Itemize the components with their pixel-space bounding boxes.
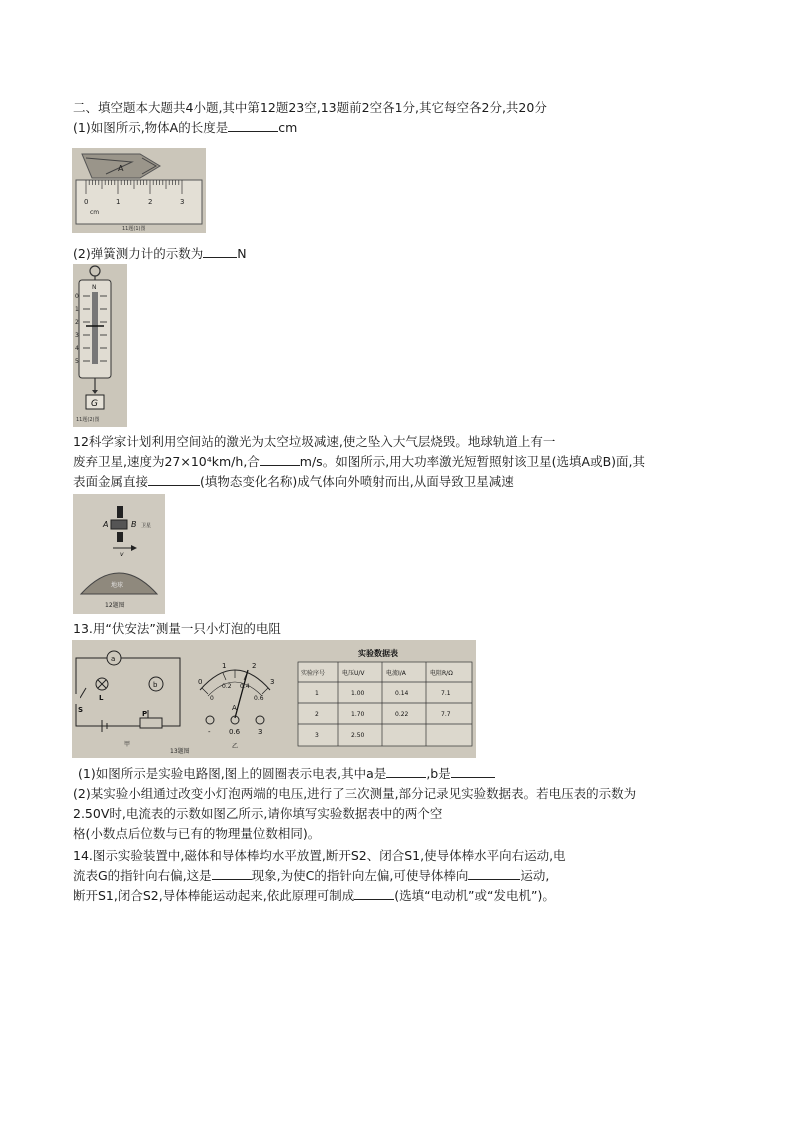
- earth-label: 地球: [111, 582, 124, 589]
- table-cell-r2c3: 7.7: [441, 711, 451, 718]
- data-table-title: 实验数据表: [358, 649, 398, 658]
- terminal-3: 3: [258, 728, 263, 736]
- meter-top-0: 0: [198, 678, 203, 686]
- q13-1-text-a: (1)如图所示是实验电路图,图上的圆圈表示电表,其中a是: [78, 766, 387, 781]
- terminal-neg: -: [208, 728, 211, 736]
- spring-tick-4: 4: [75, 345, 79, 352]
- switch-label: S: [78, 706, 84, 714]
- meter-b-label: b: [153, 681, 158, 689]
- answer-blank[interactable]: [212, 867, 252, 880]
- ruler-tick-2: 2: [148, 198, 153, 206]
- question-12-line3: [73, 473, 514, 491]
- table-header-1: 电压U/V: [342, 670, 365, 677]
- q13-1-text-b: ,b是: [426, 766, 451, 781]
- velocity-label: v: [120, 551, 124, 558]
- question-13-title: 13.用“伏安法”测量一只小灯泡的电阻: [73, 621, 281, 636]
- question-14-line3: [73, 887, 555, 905]
- table-header-3: 电阻R/Ω: [430, 670, 453, 677]
- answer-blank[interactable]: [228, 119, 278, 132]
- terminal-06: 0.6: [229, 728, 241, 736]
- q14-text-c: 运动,: [520, 868, 550, 883]
- meter-top-2: 2: [252, 662, 257, 670]
- face-a-label: A: [103, 520, 109, 529]
- q11-1-text: (1)如图所示,物体A的长度是: [73, 120, 229, 135]
- spring-tick-2: 2: [75, 319, 79, 326]
- satellite-label: 卫星: [141, 523, 152, 529]
- spring-tick-3: 3: [75, 332, 79, 339]
- question-12-line2: [73, 453, 645, 471]
- spring-scale-figure: [73, 264, 127, 427]
- answer-blank[interactable]: [260, 453, 300, 466]
- spring-top-label: N: [92, 284, 97, 291]
- table-cell-r3c1: 2.50: [351, 732, 365, 739]
- satellite-caption: 12题图: [105, 602, 125, 609]
- table-cell-r1c3: 7.1: [441, 690, 451, 697]
- question-13-2-line2: 2.50V时,电流表的示数如图乙所示,请你填写实验数据表中的两个空: [73, 806, 443, 821]
- table-cell-r1c1: 1.00: [351, 690, 365, 697]
- table-cell-r1c0: 1: [315, 690, 319, 697]
- meter-letter: A: [232, 704, 237, 712]
- ruler-figure: [72, 148, 206, 233]
- answer-blank[interactable]: [451, 765, 495, 778]
- spring-tick-1: 1: [75, 306, 79, 313]
- meter-top-3: 3: [270, 678, 275, 686]
- spring-caption: 11题(2)图: [76, 417, 100, 423]
- q12-text-a: 废弃卫星,速度为27×10⁴km/h,合: [73, 454, 260, 469]
- q14-text-b: 现象,为使C的指针向左偏,可使导体棒向: [251, 868, 469, 883]
- table-cell-r2c2: 0.22: [395, 711, 409, 718]
- q14-text-e: (选填“电动机”或“发电机”)。: [394, 888, 555, 903]
- answer-blank[interactable]: [468, 867, 520, 880]
- q14-text-d: 断开S1,闭合S2,导体棒能运动起来,依此原理可制成: [73, 888, 355, 903]
- answer-blank[interactable]: [148, 473, 200, 486]
- question-12-line1: 12科学家计划利用空间站的激光为太空垃圾减速,使之坠入大气层烧毁。地球轨道上有一: [73, 434, 556, 449]
- question-14-line1: 14.图示实验装置中,磁体和导体棒均水平放置,断开S2、闭合S1,使导体棒水平向右运动,电: [73, 848, 566, 863]
- meter-bottom-2: 0.4: [240, 683, 250, 690]
- ruler-caption: 11题(1)图: [122, 226, 146, 232]
- ruler-tick-0: 0: [84, 198, 89, 206]
- question-14-line2: [73, 867, 549, 885]
- table-header-2: 电流I/A: [386, 670, 406, 677]
- meter-bottom-3: 0.6: [254, 695, 264, 702]
- question-13-2-line3: 格(小数点后位数与已有的物理量位数相同)。: [73, 826, 321, 841]
- lamp-label: L: [99, 694, 104, 702]
- answer-blank[interactable]: [354, 887, 394, 900]
- load-label: G: [91, 399, 98, 409]
- circuit-figure: [72, 640, 476, 758]
- table-cell-r2c0: 2: [315, 711, 319, 718]
- satellite-figure: [73, 494, 165, 614]
- face-b-label: B: [131, 520, 137, 529]
- circuit-jia-label: 甲: [124, 741, 131, 748]
- ruler-tick-3: 3: [180, 198, 185, 206]
- table-cell-r2c1: 1.70: [351, 711, 365, 718]
- object-a-label: A: [118, 164, 124, 173]
- question-11-2: [73, 245, 247, 263]
- q12-text-b: m/s。如图所示,用大功率激光短暂照射该卫星(选填A或B)面,其: [299, 454, 646, 469]
- question-11-1: [73, 119, 297, 137]
- spring-tick-0: 0: [75, 293, 79, 300]
- answer-blank[interactable]: [203, 245, 237, 258]
- table-cell-r1c2: 0.14: [395, 690, 409, 697]
- table-cell-r3c0: 3: [315, 732, 319, 739]
- ruler-tick-1: 1: [116, 198, 121, 206]
- q12-text-c: 表面金属直接: [73, 474, 149, 489]
- circuit-caption: 13题图: [170, 748, 190, 755]
- question-13-2-line1: (2)某实验小组通过改变小灯泡两端的电压,进行了三次测量,部分记录见实验数据表。若电压表的示数为: [73, 786, 637, 801]
- rheostat-label: P: [142, 710, 148, 718]
- meter-yi-label: 乙: [232, 743, 239, 750]
- spring-tick-5: 5: [75, 358, 79, 365]
- meter-bottom-1: 0.2: [222, 683, 232, 690]
- table-header-0: 实验序号: [301, 670, 326, 677]
- meter-a-label: a: [111, 655, 116, 663]
- q11-1-unit: cm: [278, 120, 298, 135]
- ruler-unit: cm: [90, 209, 100, 216]
- q11-2-text: (2)弹簧测力计的示数为: [73, 246, 204, 261]
- section-heading: 二、填空题本大题共4小题,其中第12题23空,13题前2空各1分,其它每空各2分,共20分: [73, 100, 547, 115]
- q14-text-a: 流表G的指针向右偏,这是: [73, 868, 212, 883]
- question-13-1: [78, 765, 495, 783]
- q11-2-unit: N: [237, 246, 247, 261]
- meter-top-1: 1: [222, 662, 227, 670]
- q12-text-d: (填物态变化名称)成气体向外喷射而出,从面导致卫星减速: [200, 474, 514, 489]
- meter-bottom-0: 0: [210, 695, 214, 702]
- answer-blank[interactable]: [386, 765, 426, 778]
